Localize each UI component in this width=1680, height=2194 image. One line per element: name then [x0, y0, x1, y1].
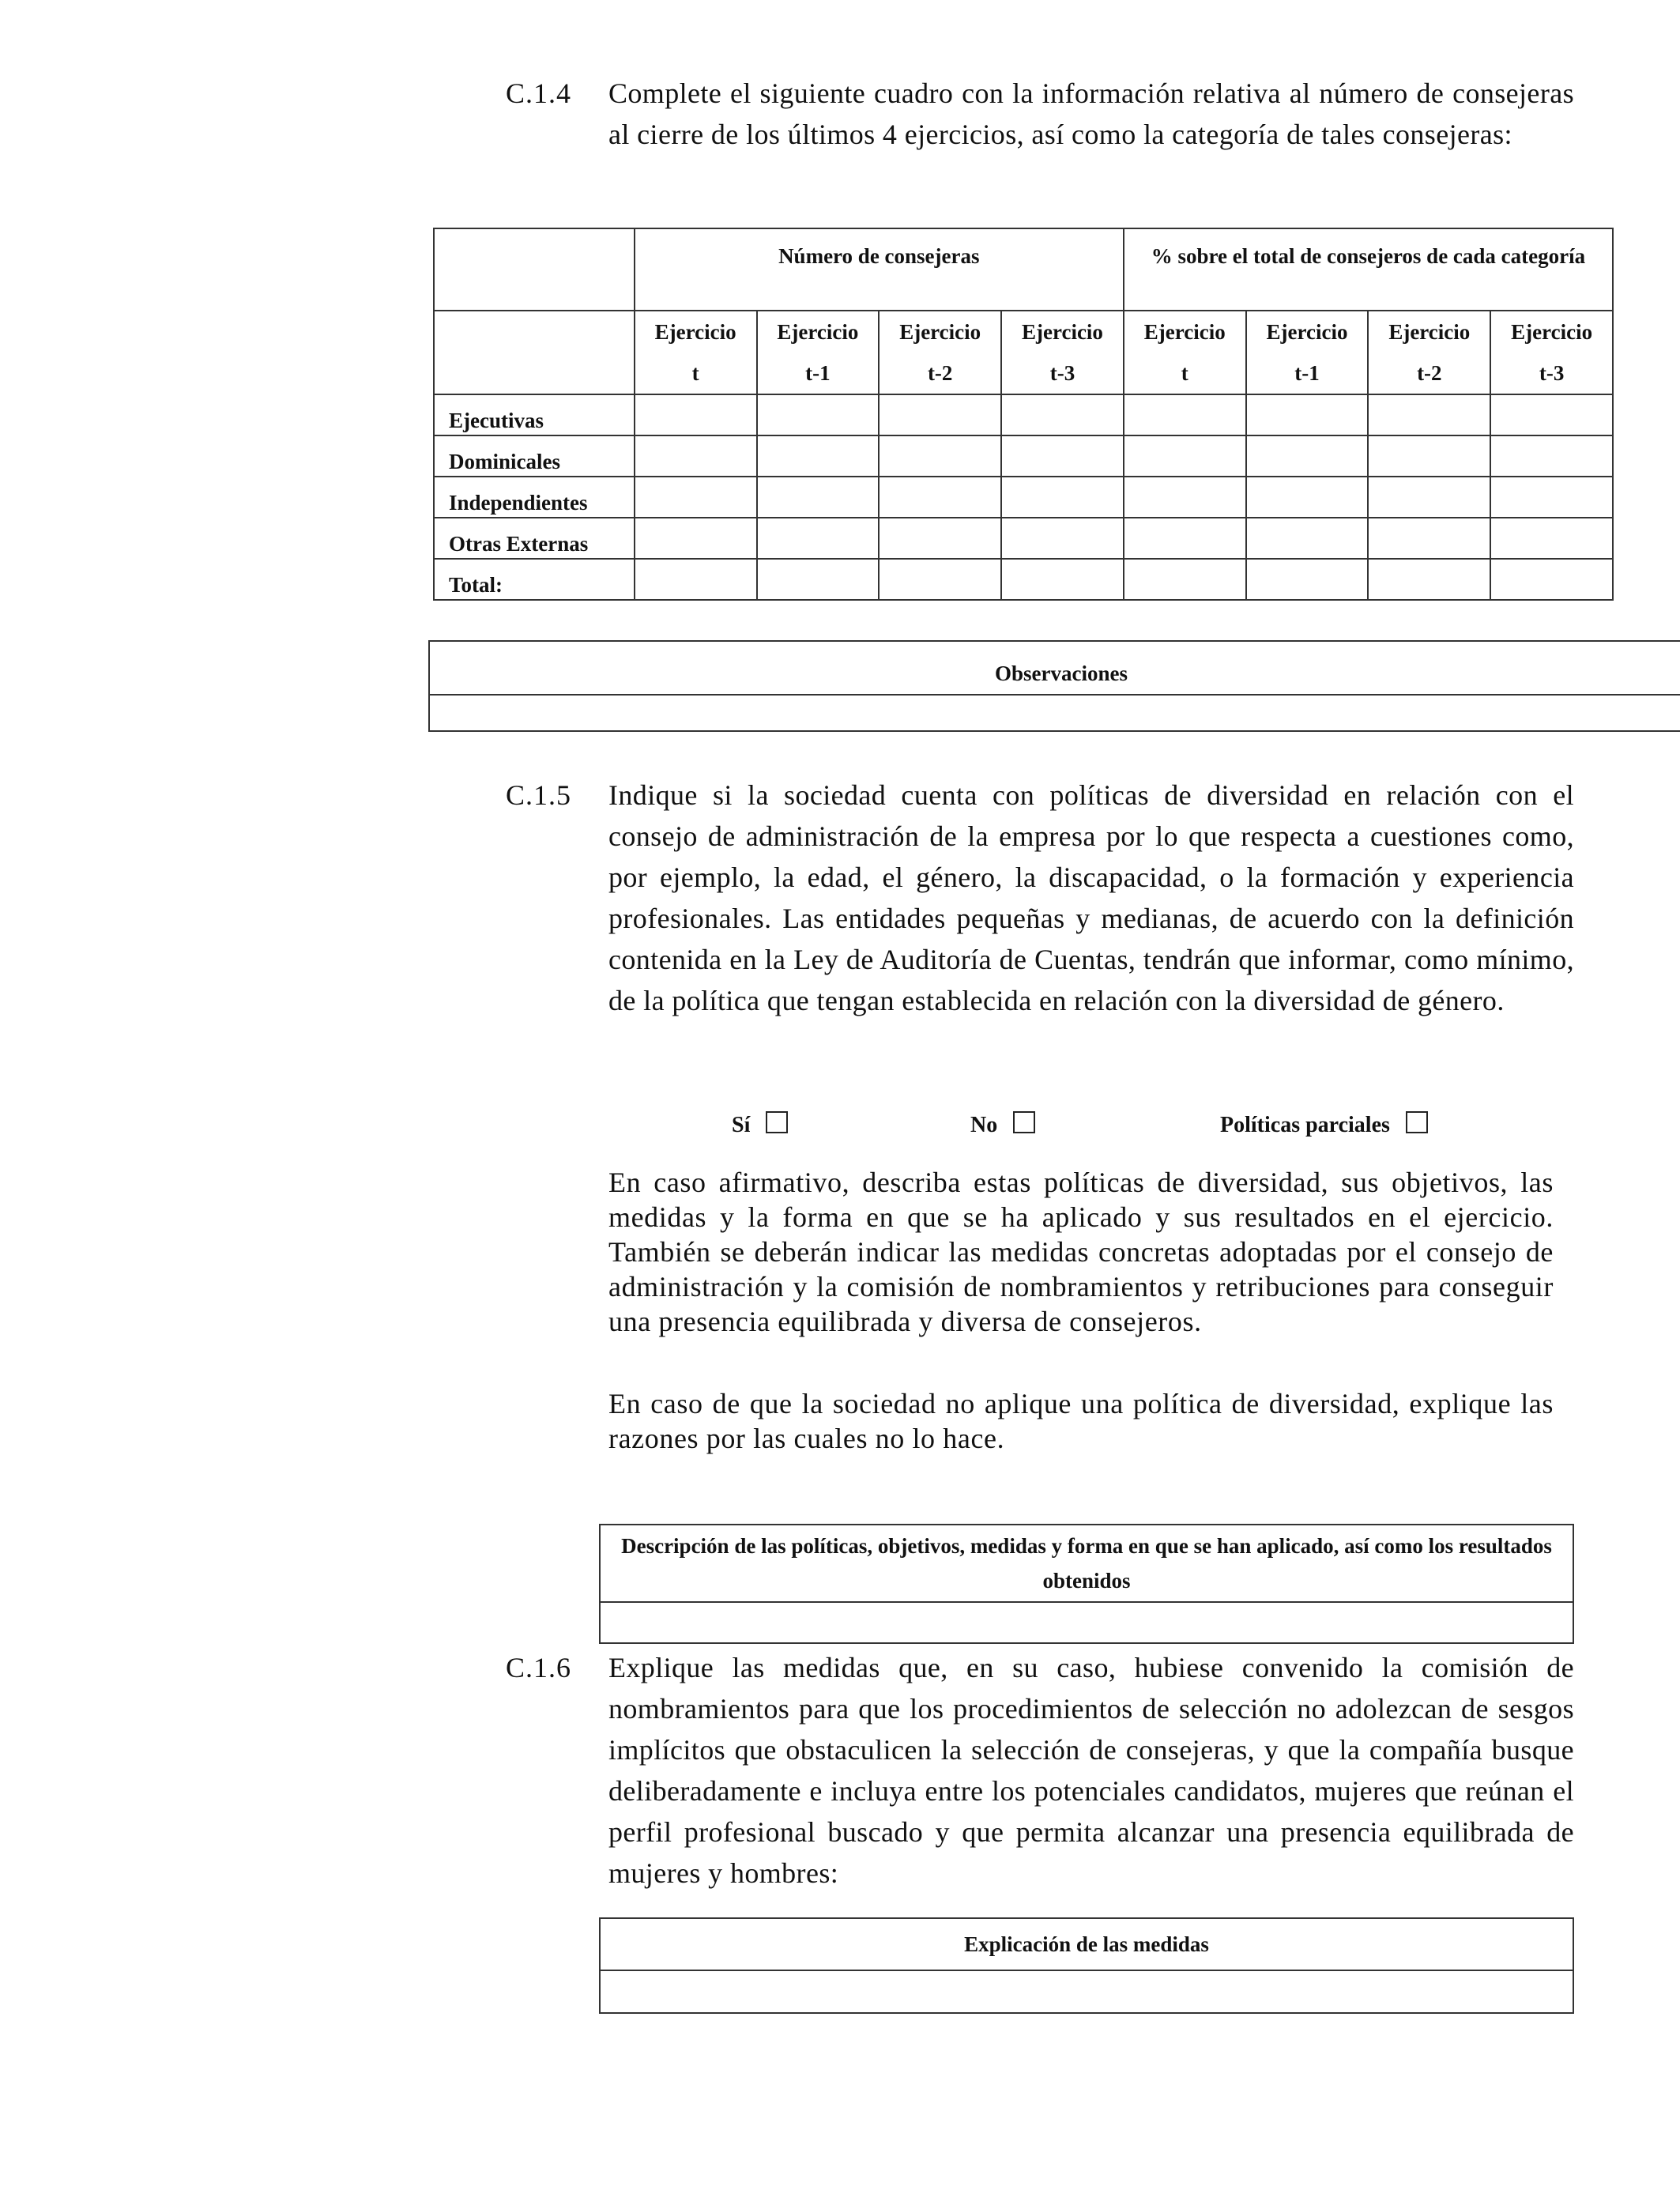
data-cell[interactable]: [1490, 559, 1613, 600]
descripcion-header: Descripción de las políticas, objetivos, medidas y forma en que se han aplicado, así como los resultados obtenidos: [600, 1525, 1573, 1602]
checkbox-parciales[interactable]: [1406, 1111, 1428, 1133]
explicacion-field[interactable]: [600, 1970, 1573, 2013]
data-cell[interactable]: [635, 518, 757, 559]
descripcion-field[interactable]: [600, 1602, 1573, 1643]
consejeras-table: [433, 228, 1614, 601]
option-parciales-label: Políticas parciales: [1220, 1113, 1390, 1137]
row-label-otras-externas: Otras Externas: [434, 518, 635, 559]
table-row: [434, 477, 1613, 518]
column-header: Ejercicio t-1: [757, 311, 880, 394]
table-row: [434, 518, 1613, 559]
data-cell[interactable]: [1001, 435, 1124, 477]
data-cell[interactable]: [1001, 477, 1124, 518]
table-row: [434, 394, 1613, 435]
data-cell[interactable]: [757, 518, 880, 559]
data-cell[interactable]: [1246, 559, 1369, 600]
data-cell[interactable]: [1124, 394, 1246, 435]
data-cell[interactable]: [757, 477, 880, 518]
table-corner-cell: [434, 311, 635, 394]
table-row: [434, 435, 1613, 477]
checkbox-no[interactable]: [1013, 1111, 1035, 1133]
column-header: Ejercicio t-2: [879, 311, 1001, 394]
option-si-label: Sí: [732, 1113, 751, 1137]
data-cell[interactable]: [1246, 394, 1369, 435]
data-cell[interactable]: [1124, 435, 1246, 477]
data-cell[interactable]: [1368, 559, 1490, 600]
column-header: Ejercicio t-3: [1001, 311, 1124, 394]
option-no[interactable]: [970, 1111, 1035, 1138]
data-cell[interactable]: [1124, 518, 1246, 559]
data-cell[interactable]: [1490, 477, 1613, 518]
data-cell[interactable]: [1246, 518, 1369, 559]
question-text-c15: Indique si la sociedad cuenta con políticas de diversidad en relación con el consejo de administración de la empresa por lo que respecta a cuestiones como, por ejemplo, la edad, el género, la discapacidad, o la formación y experiencia profesionales. Las entidades pequeñas y medianas, de acuerdo con la definición contenida en la Ley de Auditoría de Cuentas, tendrán que informar, como mínimo, de la política que tengan establecida en relación con la diversidad de género.: [608, 779, 1574, 1016]
data-cell[interactable]: [1490, 435, 1613, 477]
question-number-c16: C.1.6: [506, 1652, 572, 1683]
data-cell[interactable]: [757, 559, 880, 600]
column-header: Ejercicio t-2: [1368, 311, 1490, 394]
group-header-porcentaje: % sobre el total de consejeros de cada categoría: [1124, 228, 1613, 311]
descripcion-box: [599, 1524, 1574, 1644]
data-cell[interactable]: [1368, 477, 1490, 518]
observaciones-header: Observaciones: [429, 641, 1680, 695]
question-number-c14: C.1.4: [506, 77, 572, 109]
data-cell[interactable]: [1246, 435, 1369, 477]
data-cell[interactable]: [1124, 559, 1246, 600]
data-cell[interactable]: [1124, 477, 1246, 518]
data-cell[interactable]: [1490, 518, 1613, 559]
paragraph-afirmativo: En caso afirmativo, describa estas políticas de diversidad, sus objetivos, las medidas y la forma en que se ha aplicado y sus resultados en el ejercicio. También se deberán indicar las medidas concretas adoptadas por el consejo de administración y la comisión de nombramientos y retribuciones para conseguir una presencia equilibrada y diversa de consejeros.: [608, 1167, 1554, 1337]
data-cell[interactable]: [1001, 559, 1124, 600]
data-cell[interactable]: [635, 435, 757, 477]
row-label-independientes: Independientes: [434, 477, 635, 518]
data-cell[interactable]: [879, 394, 1001, 435]
column-header: Ejercicio t-3: [1490, 311, 1613, 394]
data-cell[interactable]: [1490, 394, 1613, 435]
table-row: [434, 559, 1613, 600]
group-header-numero: Número de consejeras: [635, 228, 1124, 311]
observaciones-box: [428, 640, 1680, 732]
data-cell[interactable]: [635, 394, 757, 435]
data-cell[interactable]: [635, 477, 757, 518]
data-cell[interactable]: [879, 559, 1001, 600]
checkbox-si[interactable]: [766, 1111, 788, 1133]
data-cell[interactable]: [757, 435, 880, 477]
table-corner-cell: [434, 228, 635, 311]
explicacion-header: Explicación de las medidas: [600, 1918, 1573, 1970]
data-cell[interactable]: [879, 518, 1001, 559]
data-cell[interactable]: [757, 394, 880, 435]
column-header: Ejercicio t: [1124, 311, 1246, 394]
option-parciales[interactable]: [1220, 1111, 1428, 1138]
data-cell[interactable]: [1246, 477, 1369, 518]
data-cell[interactable]: [1368, 394, 1490, 435]
data-cell[interactable]: [1368, 435, 1490, 477]
row-label-dominicales: Dominicales: [434, 435, 635, 477]
question-number-c15: C.1.5: [506, 779, 572, 811]
data-cell[interactable]: [1001, 518, 1124, 559]
paragraph-no-aplica: En caso de que la sociedad no aplique una política de diversidad, explique las razones por las cuales no lo hace.: [608, 1388, 1554, 1454]
row-label-total: Total:: [434, 559, 635, 600]
row-label-ejecutivas: Ejecutivas: [434, 394, 635, 435]
option-si[interactable]: [732, 1111, 788, 1138]
question-text-c14: Complete el siguiente cuadro con la información relativa al número de consejeras al cierre de los últimos 4 ejercicios, así como la categoría de tales consejeras:: [608, 77, 1574, 150]
question-text-c16: Explique las medidas que, en su caso, hubiese convenido la comisión de nombramientos para que los procedimientos de selección no adolezcan de sesgos implícitos que obstaculicen la selección de consejeras, y que la compañía busque deliberadamente e incluya entre los potenciales candidatos, mujeres que reúnan el perfil profesional buscado y que permita alcanzar una presencia equilibrada de mujeres y hombres:: [608, 1652, 1574, 1889]
data-cell[interactable]: [1368, 518, 1490, 559]
column-header: Ejercicio t-1: [1246, 311, 1369, 394]
data-cell[interactable]: [635, 559, 757, 600]
column-header: Ejercicio t: [635, 311, 757, 394]
explicacion-box: [599, 1917, 1574, 2014]
observaciones-field[interactable]: [429, 695, 1680, 731]
option-no-label: No: [970, 1113, 998, 1137]
data-cell[interactable]: [879, 477, 1001, 518]
data-cell[interactable]: [879, 435, 1001, 477]
data-cell[interactable]: [1001, 394, 1124, 435]
